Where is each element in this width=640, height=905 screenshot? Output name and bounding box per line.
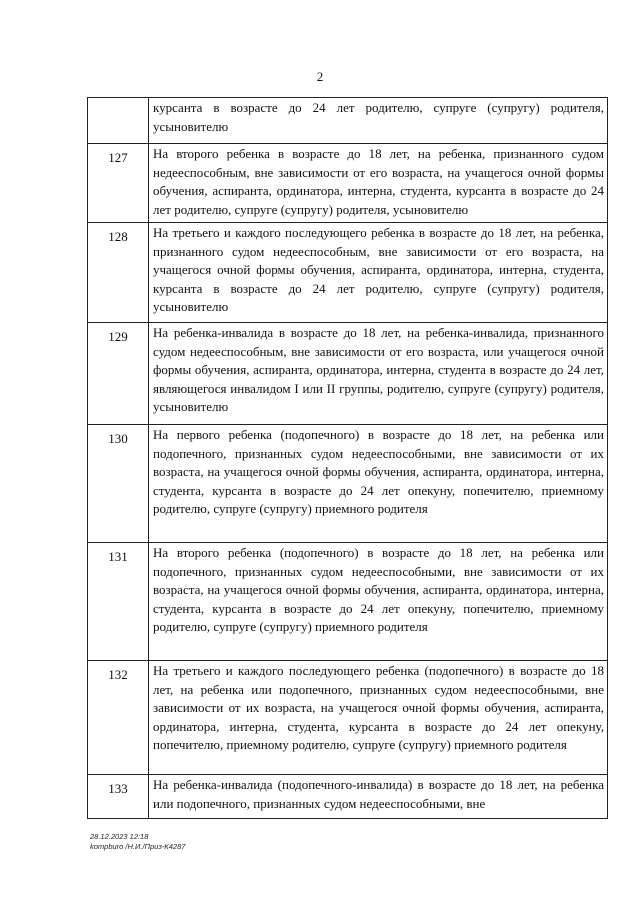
row-text: курсанта в возрасте до 24 лет родителю, супруге (супругу) родителя, усыновителю (149, 98, 608, 144)
row-number: 130 (88, 425, 149, 543)
table-row (88, 223, 608, 323)
document-footer (90, 832, 185, 852)
row-text: На ребенка-инвалида в возрасте до 18 лет, на ребенка-инвалида, признанного судом недееспособным, вне зависимости от его возраста, или учащегося очной формы обучения, аспиранта, ординатора, интерна, студента в возрасте до 24 лет, являющегося инвалидом I или II группы, родителю, супруге (супругу) родителя, усыновителю (149, 323, 608, 425)
row-text: На третьего и каждого последующего ребенка (подопечного) в возрасте до 18 лет, на ребенка или подопечного, признанных судом недееспособными, вне зависимости от их возраста, на учащегося очной формы обучения, аспиранта, ординатора, интерна, студента, курсанта в возрасте до 24 лет опекуну, попечителю, приемному родителю, супруге (супругу) приемного родителя (149, 661, 608, 775)
table-row (88, 323, 608, 425)
footer-file-ref: kompburo /Н.И./Приз-К4287 (90, 842, 186, 851)
row-number: 131 (88, 543, 149, 661)
row-number: 128 (88, 223, 149, 323)
row-text: На второго ребенка в возрасте до 18 лет, на ребенка, признанного судом недееспособным, вне зависимости от его возраста, на учащегося очной формы обучения, аспиранта, ординатора, интерна, студента, курсанта в возрасте до 24 лет родителю, супруге (супругу) родителя, усыновителю (149, 144, 608, 223)
table-row (88, 661, 608, 775)
row-number: 127 (88, 144, 149, 223)
table-row (88, 425, 608, 543)
benefits-table (87, 97, 608, 819)
row-text: На третьего и каждого последующего ребенка в возрасте до 18 лет, на ребенка, признанного судом недееспособным, вне зависимости от его возраста, на учащегося очной формы обучения, аспиранта, ординатора, интерна, студента, курсанта в возрасте до 24 лет родителю, супруге (супругу) родителя, усыновителю (149, 223, 608, 323)
row-number: 129 (88, 323, 149, 425)
page-number: 2 (316, 69, 324, 84)
table-row (88, 775, 608, 819)
footer-timestamp: 28.12.2023 12:18 (90, 832, 149, 841)
table-row (88, 98, 608, 144)
table-row (88, 144, 608, 223)
row-number: 132 (88, 661, 149, 775)
table-row (88, 543, 608, 661)
row-number (88, 98, 149, 144)
row-text: На первого ребенка (подопечного) в возрасте до 18 лет, на ребенка или подопечного, признанных судом недееспособными, вне зависимости от их возраста, на учащегося очной формы обучения, аспиранта, ординатора, интерна, студента, курсанта в возрасте до 24 лет опекуну, попечителю, приемному родителю, супруге (супругу) приемного родителя (149, 425, 608, 543)
row-number: 133 (88, 775, 149, 819)
row-text: На второго ребенка (подопечного) в возрасте до 18 лет, на ребенка или подопечного, признанных судом недееспособными, вне зависимости от их возраста, на учащегося очной формы обучения, аспиранта, ординатора, интерна, студента, курсанта в возрасте до 24 лет опекуну, попечителю, приемному родителю, супруге (супругу) приемного родителя (149, 543, 608, 661)
row-text: На ребенка-инвалида (подопечного-инвалида) в возрасте до 18 лет, на ребенка или подопечного, признанных судом недееспособными, вне (149, 775, 608, 819)
